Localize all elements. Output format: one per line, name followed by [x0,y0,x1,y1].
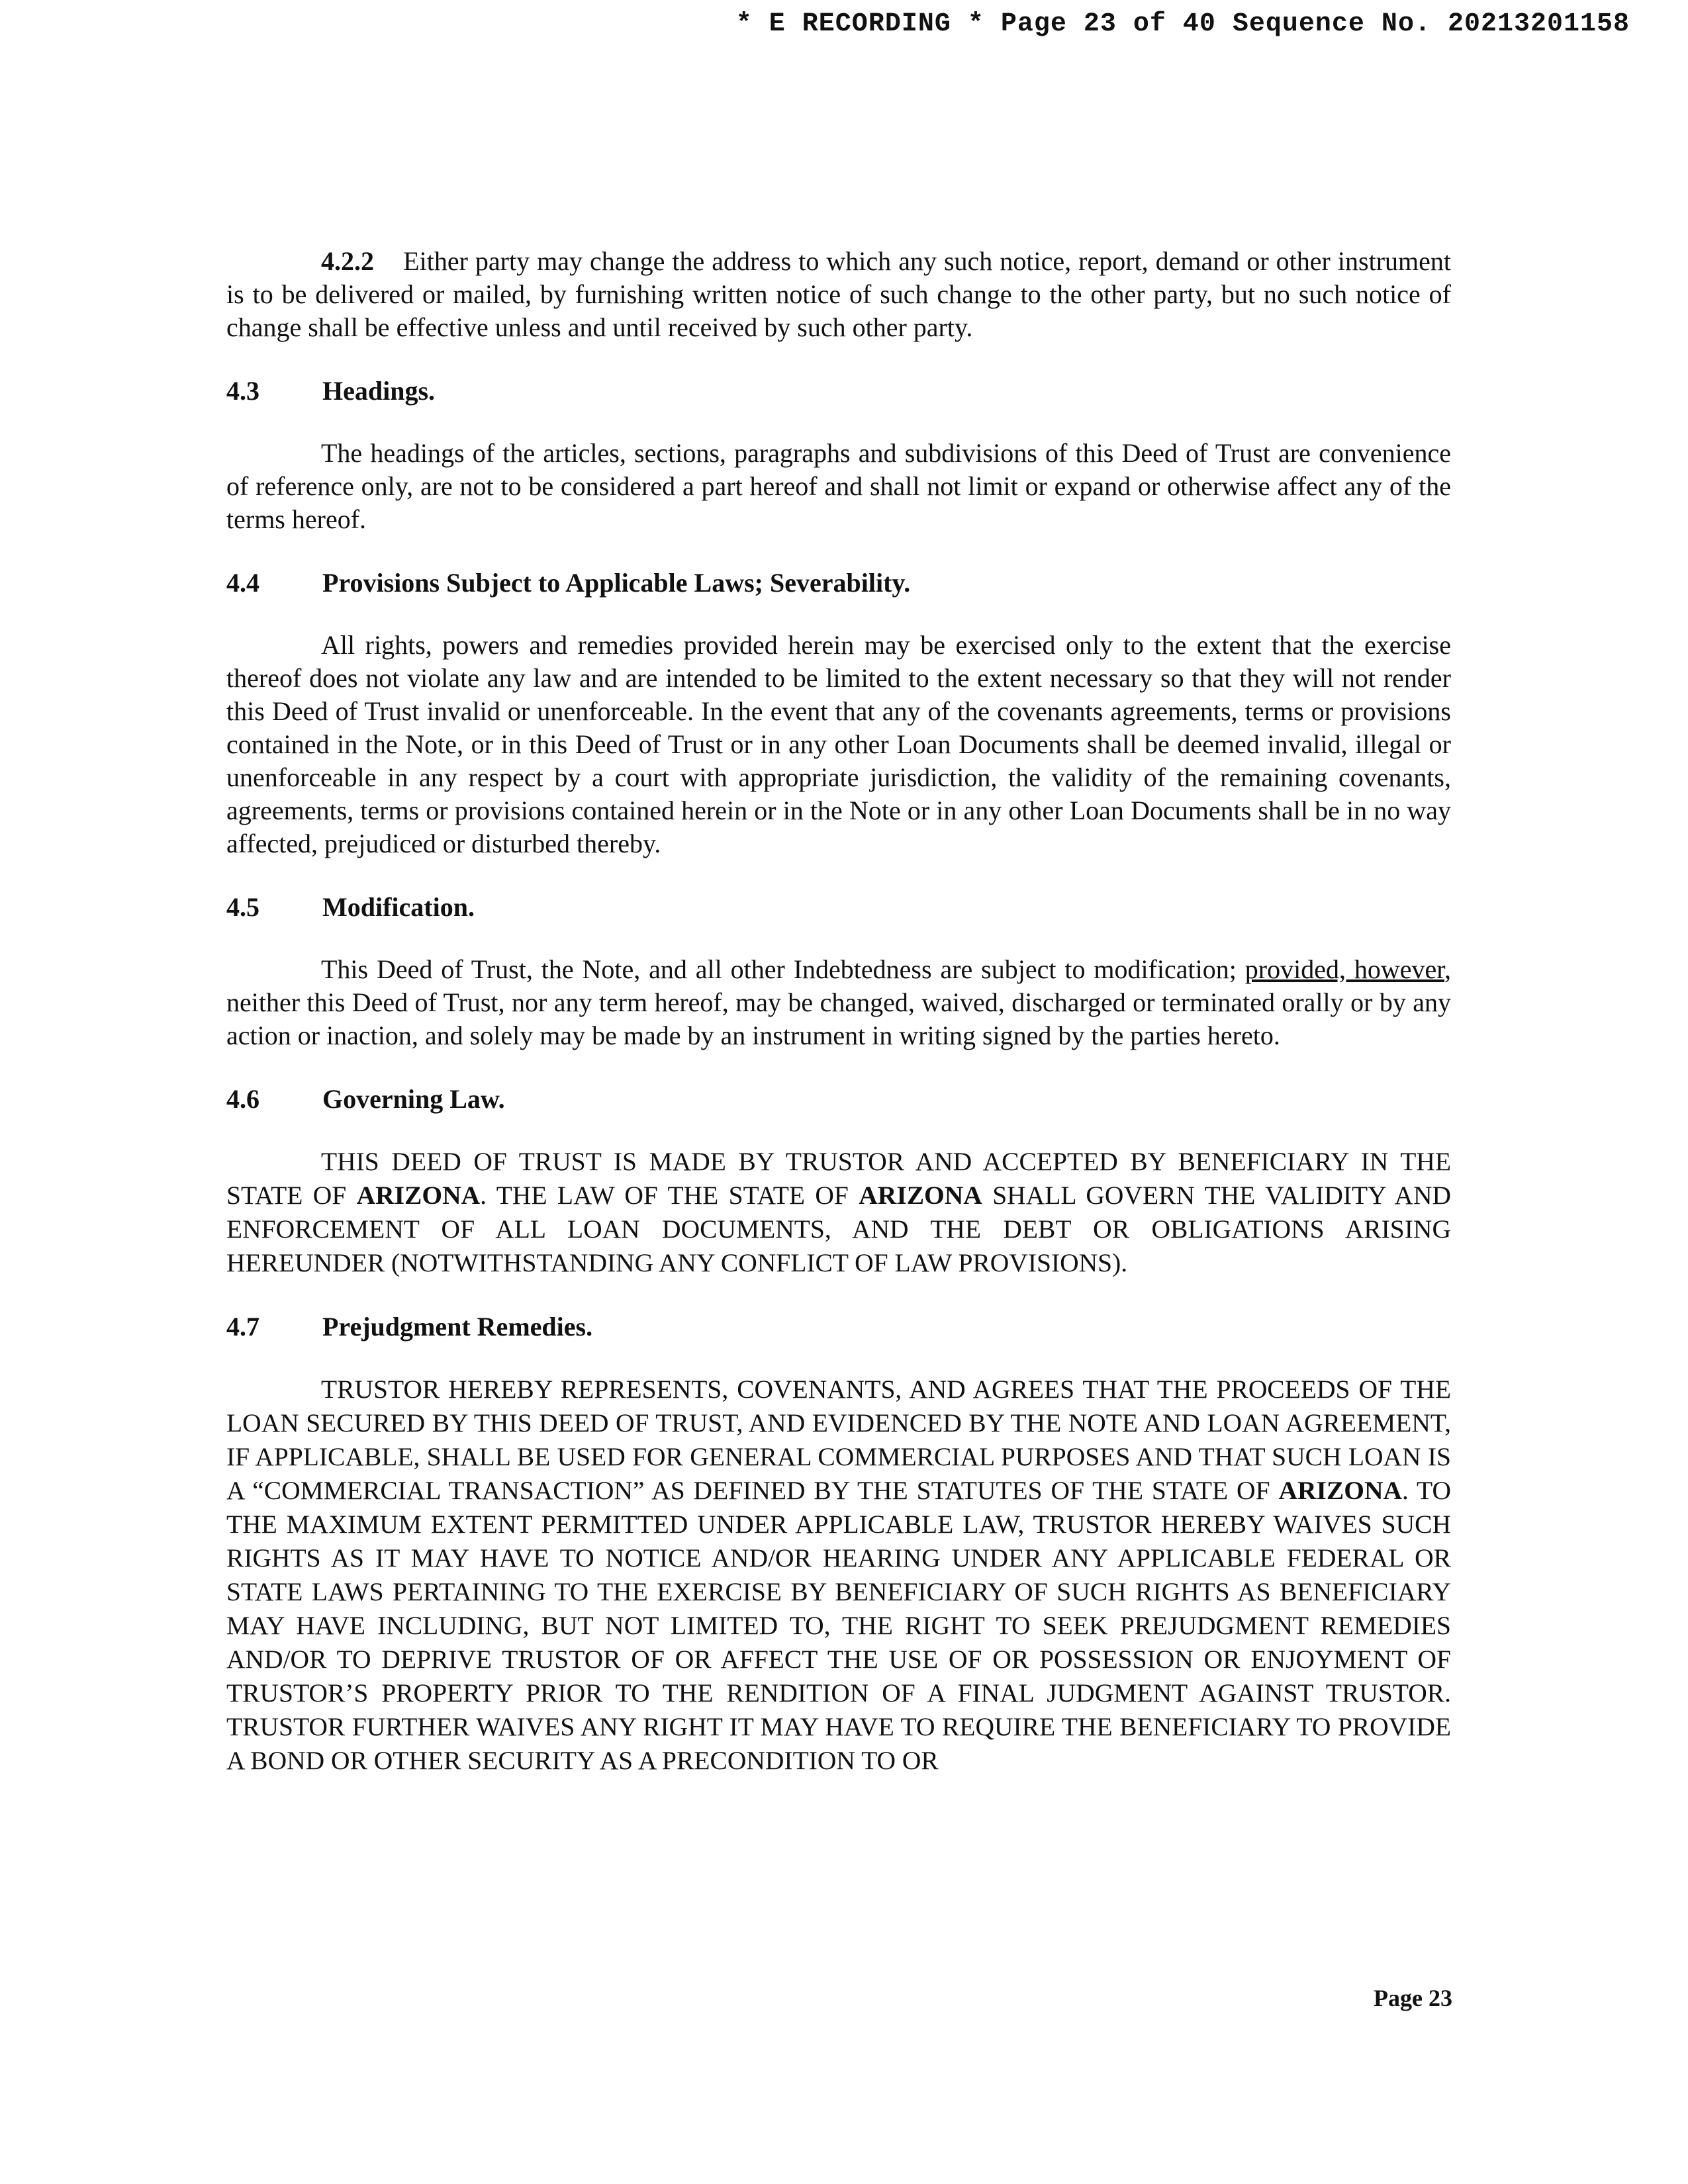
heading-4-4 [226,567,1451,600]
section-4-7-body [226,1373,1451,1778]
underlined-term: provided, however [1244,954,1444,984]
section-4-6-body [226,1145,1451,1280]
state-name: ARIZONA [356,1181,481,1210]
body-text: TRUSTOR HEREBY REPRESENTS, COVENANTS, AND AGREES THAT THE PROCEEDS OF THE LOAN SECURED BY THIS DEED OF TRUST, AND EVIDENCED BY THE NOTE AND LOAN AGREEMENT, IF APPLICABLE, SHALL BE USED FOR GENERAL COMMERCIAL PURPOSES AND THAT SUCH LOAN IS A “COMMERCIAL TRANSACTION” AS DEFINED BY THE STATUTES OF THE STATE OF [226,1375,1451,1505]
section-number: 4.5 [226,892,259,922]
section-title: Provisions Subject to Applicable Laws; Severability. [322,568,911,598]
recording-header: * E RECORDING * Page 23 of 40 Sequence No. 20213201158 [735,9,1630,39]
section-number: 4.3 [226,376,259,406]
heading-4-7 [226,1310,1451,1343]
section-4-5-body [226,953,1451,1052]
page-number: Page 23 [1374,1985,1452,2011]
section-number: 4.6 [226,1084,259,1114]
section-text: Either party may change the address to which any such notice, report, demand or other instrument is to be delivered or mailed, by furnishing written notice of such change to the other party, but no such notice of change shall be effective unless and until received by such other party. [226,246,1451,342]
section-4-2-2 [226,245,1451,344]
section-4-4-body: All rights, powers and remedies provided herein may be exercised only to the extent that the exercise thereof does not violate any law and are intended to be limited to the extent necessary so that they will not render this Deed of Trust invalid or unenforceable. In the event that any of the covenants agreements, terms or provisions contained in the Note, or in this Deed of Trust or in any other Loan Documents shall be deemed invalid, illegal or unenforceable in any respect by a court with appropriate jurisdiction, the validity of the remaining covenants, agreements, terms or provisions contained herein or in the Note or in any other Loan Documents shall be in no way affected, prejudiced or disturbed thereby. [226,630,1451,858]
body-text: This Deed of Trust, the Note, and all other Indebtedness are subject to modification; [321,954,1245,984]
section-number: 4.2.2 [321,246,374,276]
document-body [226,245,1451,1778]
section-title: Governing Law. [322,1084,505,1114]
state-name: ARIZONA [1278,1476,1402,1505]
section-4-3-body: The headings of the articles, sections, paragraphs and subdivisions of this Deed of Trust are convenience of reference only, are not to be considered a part hereof and shall not limit or expand or otherwise affect any of the terms hereof. [226,438,1451,534]
section-number: 4.4 [226,568,259,598]
body-text: SHALL GOVERN THE VALIDITY AND ENFORCEMENT OF ALL LOAN DOCUMENTS, AND THE DEBT OR OBLIGATIONS ARISING HEREUNDER (NOTWITHSTANDING ANY CONFLICT OF LAW PROVISIONS). [226,1181,1451,1277]
heading-4-3 [226,375,1451,408]
body-text: . TO THE MAXIMUM EXTENT PERMITTED UNDER APPLICABLE LAW, TRUSTOR HEREBY WAIVES SUCH RIGHTS AS IT MAY HAVE TO NOTICE AND/OR HEARING UNDER ANY APPLICABLE FEDERAL OR STATE LAWS PERTAINING TO THE EXERCISE BY BENEFICIARY OF SUCH RIGHTS AS BENEFICIARY MAY HAVE INCLUDING, BUT NOT LIMITED TO, THE RIGHT TO SEEK PREJUDGMENT REMEDIES AND/OR TO DEPRIVE TRUSTOR OF OR AFFECT THE USE OF OR POSSESSION OR ENJOYMENT OF TRUSTOR’S PROPERTY PRIOR TO THE RENDITION OF A FINAL JUDGMENT AGAINST TRUSTOR. TRUSTOR FURTHER WAIVES ANY RIGHT IT MAY HAVE TO REQUIRE THE BENEFICIARY TO PROVIDE A BOND OR OTHER SECURITY AS A PRECONDITION TO OR [226,1476,1451,1775]
section-title: Modification. [322,892,475,922]
section-title: Headings. [322,376,436,406]
heading-4-5 [226,891,1451,924]
body-text: . THE LAW OF THE STATE OF [480,1181,859,1210]
body-text: THIS DEED OF TRUST IS MADE BY TRUSTOR AND ACCEPTED BY BENEFICIARY IN THE STATE OF [226,1147,1451,1210]
heading-4-6 [226,1083,1451,1116]
section-number: 4.7 [226,1312,259,1342]
state-name: ARIZONA [859,1181,982,1210]
section-title: Prejudgment Remedies. [322,1312,593,1342]
body-text: , neither this Deed of Trust, nor any term hereof, may be changed, waived, discharged or terminated orally or by any action or inaction, and solely may be made by an instrument in writing signed by the parties hereto. [226,954,1451,1050]
